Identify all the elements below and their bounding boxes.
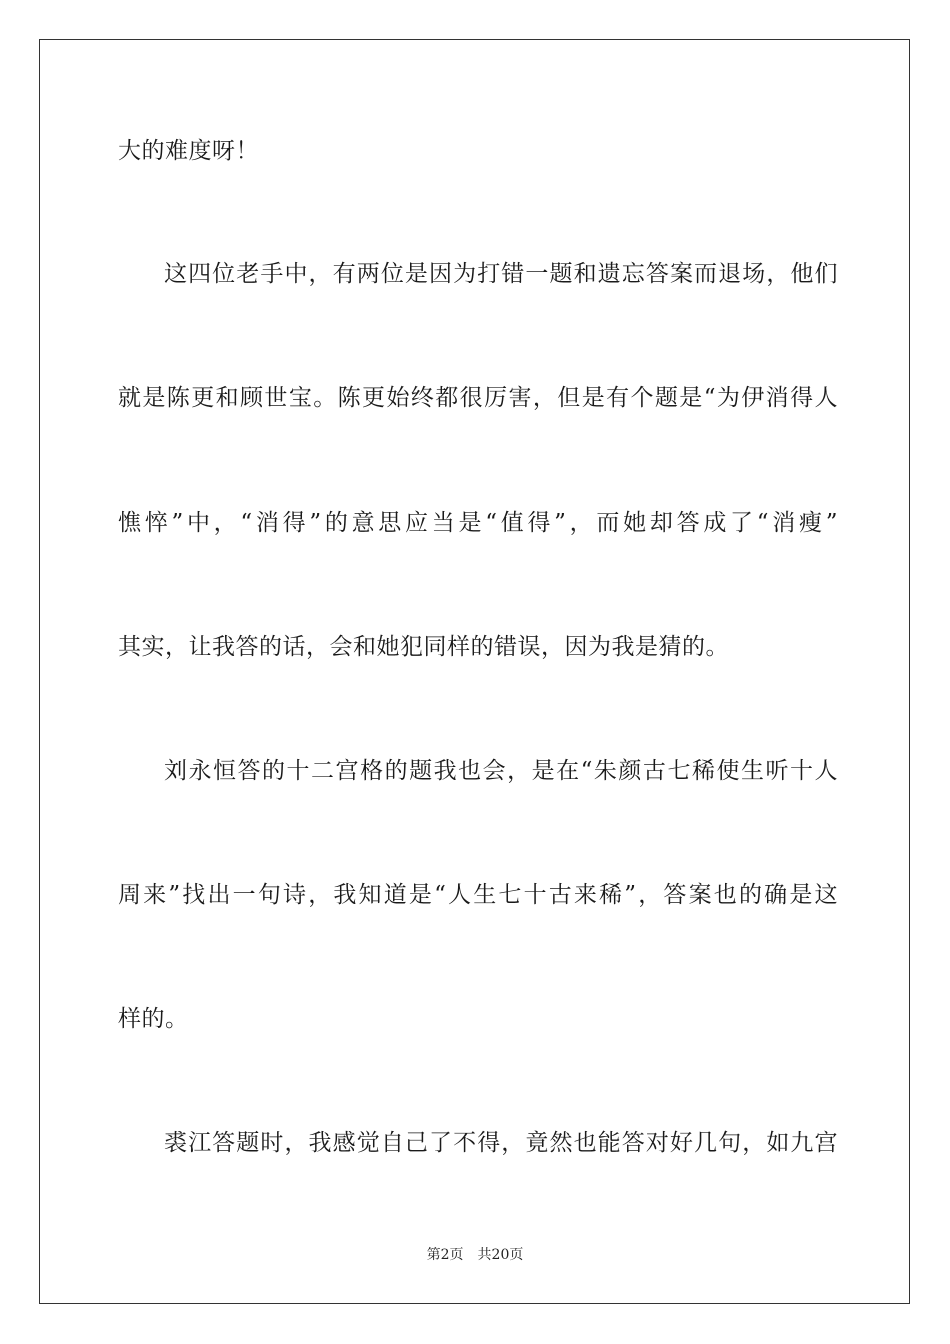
text-line-8: 样的。: [118, 1006, 189, 1032]
text-line-3: 就是陈更和顾世宝。陈更始终都很厉害，但是有个题是“为伊消得人: [118, 385, 838, 411]
text-line-7: 周来”找出一句诗，我知道是“人生七十古来稀”，答案也的确是这: [118, 882, 838, 908]
page-total: 共20页: [477, 1247, 524, 1263]
page-number: 第2页: [426, 1247, 464, 1263]
text-line-4: 憔悴”中，“消得”的意思应当是“值得”，而她却答成了“消瘦”: [118, 510, 838, 536]
text-line-6: 刘永恒答的十二宫格的题我也会，是在“朱颜古七稀使生听十人: [164, 758, 838, 784]
page-footer: [0, 1245, 950, 1265]
text-line-9: 裘江答题时，我感觉自己了不得，竟然也能答对好几句，如九宫: [164, 1130, 838, 1156]
text-line-2: 这四位老手中，有两位是因为打错一题和遗忘答案而退场，他们: [164, 261, 838, 287]
page-border: [39, 39, 910, 1304]
text-line-5: 其实，让我答的话，会和她犯同样的错误，因为我是猜的。: [118, 634, 729, 660]
text-line-1: 大的难度呀！: [118, 138, 259, 164]
